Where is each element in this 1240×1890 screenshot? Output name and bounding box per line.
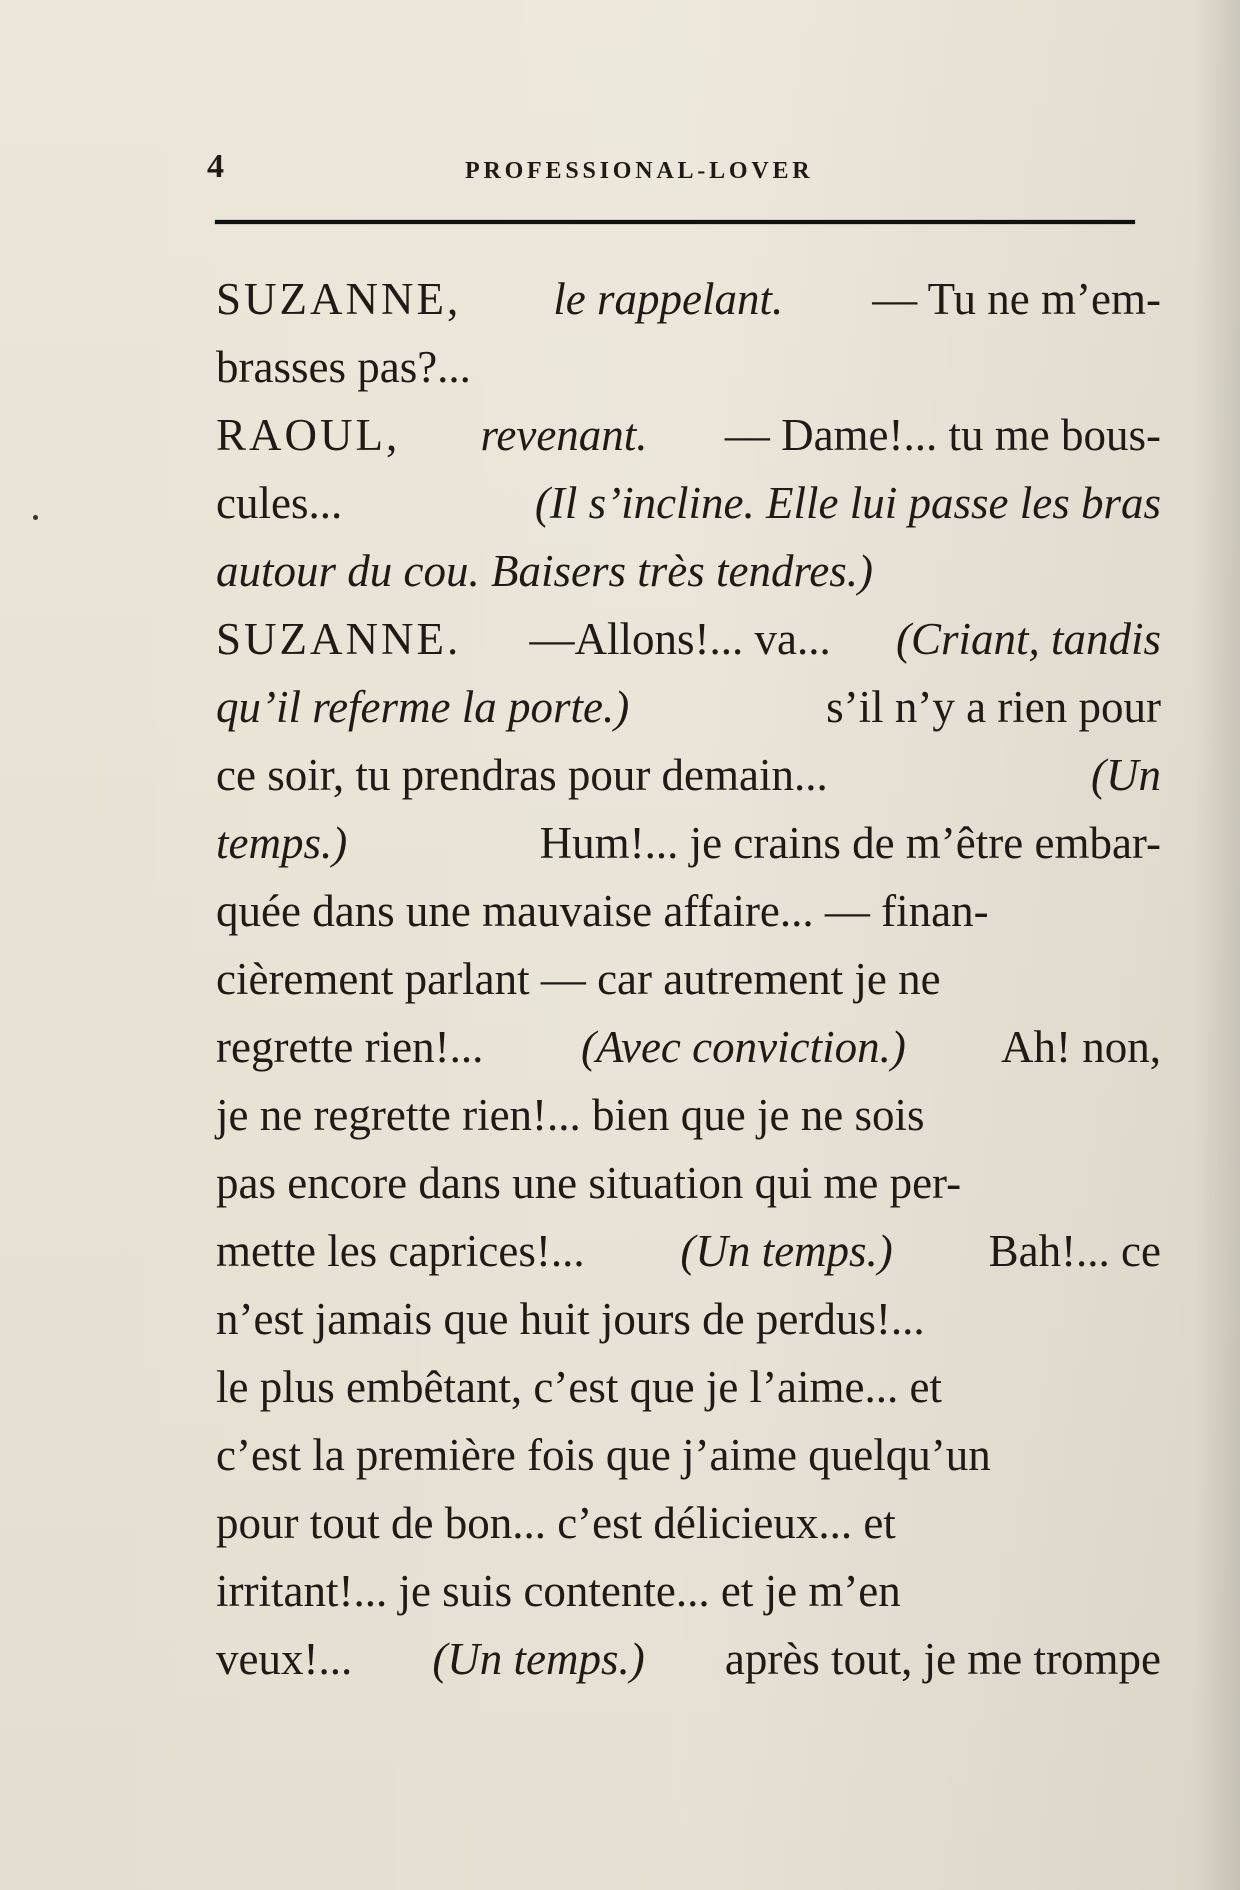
- text-line-20: [216, 1557, 1161, 1625]
- text-segment: n’est jamais que huit jours de perdus!...: [216, 1294, 925, 1344]
- text-segment: —Allons!... va...: [529, 614, 842, 664]
- text-line-11: [216, 945, 1161, 1013]
- text-segment: pour tout de bon... c’est délicieux... et: [216, 1498, 896, 1548]
- text-segment: cules...: [216, 478, 354, 528]
- text-segment: revenant.: [480, 410, 648, 460]
- text-segment: irritant!... je suis contente... et je m’en: [216, 1566, 901, 1616]
- text-segment: SUZANNE.: [216, 614, 476, 664]
- text-segment: — Tu ne m’em-: [860, 274, 1161, 324]
- text-segment: regrette rien!...: [216, 1022, 495, 1072]
- text-segment: pas encore dans une situation qui me per-: [216, 1158, 962, 1208]
- text-segment: (Criant, tandis: [895, 614, 1161, 664]
- text-segment: (Avec conviction.): [581, 1022, 906, 1072]
- text-line-6: [216, 605, 1161, 673]
- page-edge-shadow: [1194, 0, 1240, 1890]
- text-line-17: [216, 1353, 1161, 1421]
- page-number: 4: [207, 148, 225, 185]
- text-line-13: [216, 1081, 1161, 1149]
- text-segment: ce soir, tu prendras pour demain...: [216, 750, 840, 800]
- text-segment: quée dans une mauvaise affaire... — finan-: [216, 886, 989, 936]
- text-line-1: [216, 265, 1161, 333]
- text-line-7: [216, 673, 1161, 741]
- text-segment: Ah! non,: [992, 1022, 1161, 1072]
- text-segment: le plus embêtant, c’est que je l’aime... et: [216, 1362, 942, 1412]
- text-line-18: [216, 1421, 1161, 1489]
- text-segment: RAOUL,: [216, 410, 415, 460]
- text-segment: le rappelant.: [553, 274, 784, 324]
- text-line-19: [216, 1489, 1161, 1557]
- text-segment: je ne regrette rien!... bien que je ne sois: [216, 1090, 925, 1140]
- text-line-3: [216, 401, 1161, 469]
- text-segment: temps.): [216, 818, 348, 868]
- text-segment: s’il n’y a rien pour: [814, 682, 1161, 732]
- text-segment: autour du cou. Baisers très tendres.): [216, 546, 874, 596]
- text-segment: (Un temps.): [432, 1634, 645, 1684]
- text-segment: veux!...: [216, 1634, 364, 1684]
- text-line-10: [216, 877, 1161, 945]
- margin-mark: [33, 515, 38, 520]
- text-segment: (Il s’incline. Elle lui passe les bras: [534, 478, 1161, 528]
- text-segment: (Un temps.): [680, 1226, 893, 1276]
- text-segment: Bah!... ce: [977, 1226, 1161, 1276]
- text-segment: c’est la première fois que j’aime quelqu’un: [216, 1430, 991, 1480]
- text-segment: — Dame!... tu me bous-: [713, 410, 1161, 460]
- text-segment: Hum!... je crains de m’être embar-: [528, 818, 1161, 868]
- text-line-12: [216, 1013, 1161, 1081]
- text-line-14: [216, 1149, 1161, 1217]
- text-segment: brasses pas?...: [216, 342, 471, 392]
- text-line-21: [216, 1625, 1161, 1693]
- text-segment: SUZANNE,: [216, 274, 476, 324]
- header-rule: [215, 220, 1135, 224]
- text-line-4: [216, 469, 1161, 537]
- text-line-8: [216, 741, 1161, 809]
- text-segment: (Un: [1091, 750, 1161, 800]
- text-segment: mette les caprices!...: [216, 1226, 596, 1276]
- text-line-2: [216, 333, 1161, 401]
- text-segment: cièrement parlant — car autrement je ne: [216, 954, 941, 1004]
- text-segment: qu’il referme la porte.): [216, 682, 630, 732]
- running-title: PROFESSIONAL-LOVER: [465, 158, 814, 184]
- text-line-9: [216, 809, 1161, 877]
- text-line-5: [216, 537, 1161, 605]
- text-line-15: [216, 1217, 1161, 1285]
- text-line-16: [216, 1285, 1161, 1353]
- dialogue-text: [216, 265, 1161, 1693]
- page-header: [207, 150, 1143, 198]
- text-segment: après tout, je me trompe: [713, 1634, 1161, 1684]
